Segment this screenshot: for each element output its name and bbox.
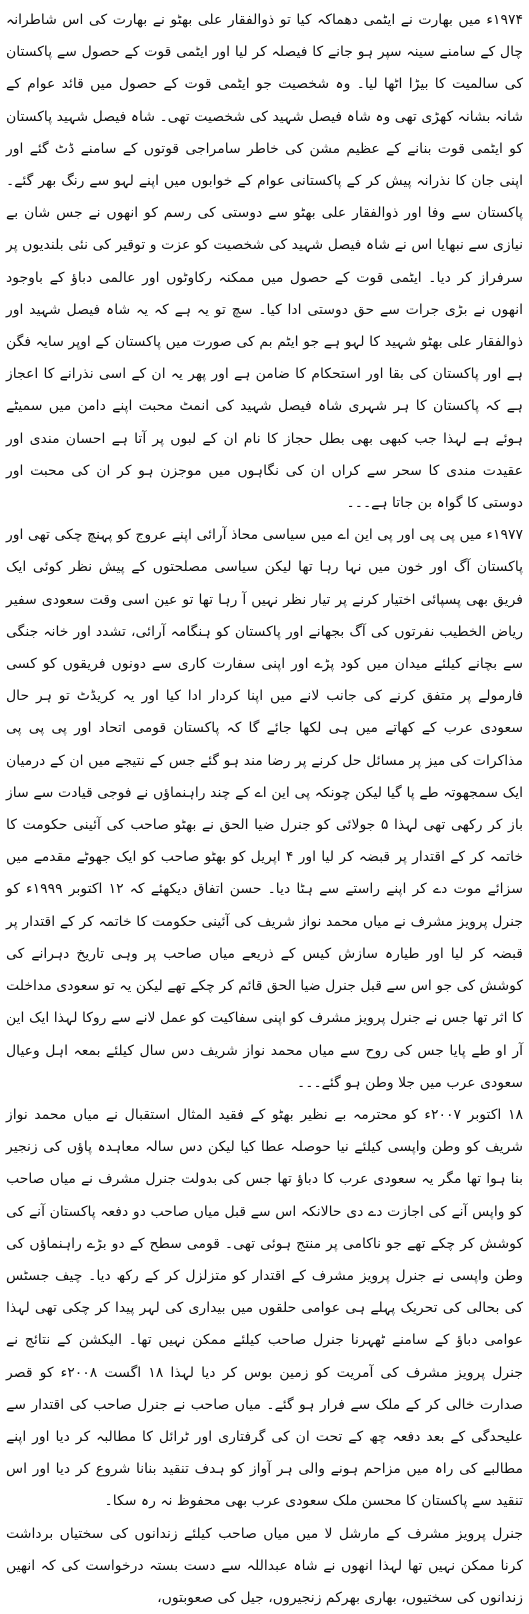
paragraph: ۱۹۷۴ء میں بھارت نے ایٹمی دھماکہ کیا تو ذوالفقار علی بھٹو نے بھارت کی اس شاطرانہ چال کے سامنے سینہ سپر ہو جانے کا فیصلہ کر لیا اور ایٹمی قوت کے حصول سے پاکستان کی سالمیت کا بیڑا اٹھا لیا۔ وہ شخصیت جو ایٹمی قوت کے حصول میں قائد عوام کے شانہ بشانہ کھڑی تھی وہ شاہ فیصل شہید کی شخصیت تھی۔ شاہ فیصل شہید پاکستان کو ایٹمی قوت بنانے کے عظیم مشن کی خاطر سامراجی قوتوں کے سامنے ڈٹ گئے اور اپنی جان کا نذرانہ پیش کر کے پاکستانی عوام کے خوابوں میں اپنے لہو سے رنگ بھر گئے۔ پاکستان سے وفا اور ذوالفقار علی بھٹو سے دوستی کی رسم کو انھوں نے جس شان بے نیازی سے نبھایا اس نے شاہ فیصل شہید کی شخصیت کو عزت و توقیر کی نئی بلندیوں پر سرفراز کر دیا۔ ایٹمی قوت کے حصول میں ممکنہ رکاوٹوں اور عالمی دباؤ کے باوجود انھوں نے بڑی جرات سے حق دوستی ادا کیا۔ سچ تو یہ ہے کہ یہ شاہ فیصل شہید اور ذوالفقار علی بھٹو شہید کا لہو ہے جو ایٹم بم کی صورت میں پاکستان کے اوپر سایہ فگن ہے اور پاکستان کی بقا اور استحکام کا ضامن ہے اور پھر یہ ان کے اسی نذرانے کا اعجاز ہے کہ پاکستان کا ہر شہری شاہ فیصل شہید کی انمٹ محبت اپنے دامن میں سمیٹے ہوئے ہے لہذا جب کبھی بھی بطل حجاز کا نام ان کے لبوں پر آتا ہے احسان مندی اور عقیدت مندی کا سحر سے کراں ان کی نگاہوں میں موجزن ہو کر ان کی محبت اور دوستی کا گواہ بن جاتا ہے۔۔۔ [6,12,523,512]
paragraph: جنرل پرویز مشرف کے مارشل لا میں میاں صاحب کیلئے زندانوں کی سختیاں برداشت کرنا ممکن نہیں تھا لہذا انھوں نے شاہ عبداللہ سے دست بستہ درخواست کی کہ انھیں زندانوں کی سختیوں، بھاری بھرکم زنجیروں، جیل کی صعوبتوں، [6,1525,523,1606]
paragraph: ۱۹۷۷ء میں پی پی اور پی این اے میں سیاسی محاذ آرائی اپنے عروج کو پہنچ چکی تھی اور پاکستان آگ اور خون میں نہا رہا تھا لیکن سیاسی مصلحتوں کے پیش نظر کوئی ایک فریق بھی پسپائی اختیار کرنے پر تیار نظر نہیں آ رہا تھا تو عین اسی وقت سعودی سفیر ریاض الخطیب نفرتوں کی آگ بجھانے اور پاکستان کو ہنگامہ آرائی، تشدد اور خانہ جنگی سے بچانے کیلئے میدان میں کود پڑے اور اپنی سفارت کاری سے دونوں فریقوں کو کسی فارمولے پر متفق کرنے کی جانب لانے میں اپنا کردار ادا کیا اور یہ کریڈٹ تو ہر حال سعودی عرب کے کھاتے میں ہی لکھا جائے گا کہ پاکستان قومی اتحاد اور پی پی پی مذاکرات کی میز پر مسائل حل کرنے پر رضا مند ہو گئے جس کے نتیجے میں ان کے درمیان ایک سمجھوتہ طے پا گیا لیکن چونکہ پی این اے کے چند راہنماؤں نے فوجی قیادت سے ساز باز کر رکھی تھی لہذا ۵ جولائی کو جنرل ضیا الحق نے بھٹو صاحب کی آئینی حکومت کا خاتمہ کر کے اقتدار پر قبضہ کر لیا اور ۴ اپریل کو بھٹو صاحب کو ایک جھوٹے مقدمے میں سزائے موت دے کر اپنے راستے سے ہٹا دیا۔ حسن اتفاق دیکھئے کہ ۱۲ اکتوبر ۱۹۹۹ء کو جنرل پرویز مشرف نے میاں محمد نواز شریف کی آئینی حکومت کا خاتمہ کر کے اقتدار پر قبضہ کر لیا اور طیارہ سازش کیس کے ذریعے میاں صاحب پر وہی تاریخ دہرانے کی کوشش کی جو اس سے قبل جنرل ضیا الحق قائم کر چکے تھے لیکن یہ تو سعودی مداخلت کا اثر تھا جس نے جنرل پرویز مشرف کو اپنی سفاکیت کو عمل لانے سے روکا لہذا ایک این آر او طے پایا جس کی روح سے میاں محمد نواز شریف دس سال کیلئے بمعہ اہل وعیال سعودی عرب میں جلا وطن ہو گئے۔۔۔ [6,527,523,1091]
paragraph: ۱۸ اکتوبر ۲۰۰۷ء کو محترمہ بے نظیر بھٹو کے فقید المثال استقبال نے میاں محمد نواز شریف کو وطن واپسی کیلئے نیا حوصلہ عطا کیا لیکن دس سالہ معاہدہ پاؤں کی زنجیر بنا ہوا تھا مگر یہ سعودی عرب کا دباؤ تھا جس کی بدولت جنرل مشرف نے میاں صاحب کو واپس آنے کی اجازت دے دی حالانکہ اس سے قبل میاں صاحب دو دفعہ پاکستان آنے کی کوشش کر چکے تھے جو ناکامی پر منتج ہوئی تھی۔ قومی سطح کے دو بڑے راہنماؤں کی وطن واپسی نے جنرل پرویز مشرف کے اقتدار کو متزلزل کر کے رکھ دیا۔ چیف جسٹس کی بحالی کی تحریک پہلے ہی عوامی حلقوں میں بیداری کی لہر پیدا کر چکی تھی لہذا عوامی دباؤ کے سامنے ٹھہرنا جنرل صاحب کیلئے ممکن نہیں تھا۔ الیکشن کے نتائج نے جنرل پرویز مشرف کی آمریت کو زمین بوس کر دیا لہذا ۱۸ اگست ۲۰۰۸ء کو قصر صدارت خالی کر کے ملک سے فرار ہو گئے۔ میاں صاحب نے جنرل صاحب کی اقتدار سے علیحدگی کے بعد دفعہ چھ کے تحت ان کی گرفتاری اور ٹرائل کا مطالبہ کر دیا اور اپنے مطالبے کی راہ میں مزاحم ہونے والی ہر آواز کو ہدف تنقید بنانا شروع کر دیا اور اس تنقید سے پاکستان کا محسن ملک سعودی عرب بھی محفوظ نہ رہ سکا۔ [6,1106,523,1510]
